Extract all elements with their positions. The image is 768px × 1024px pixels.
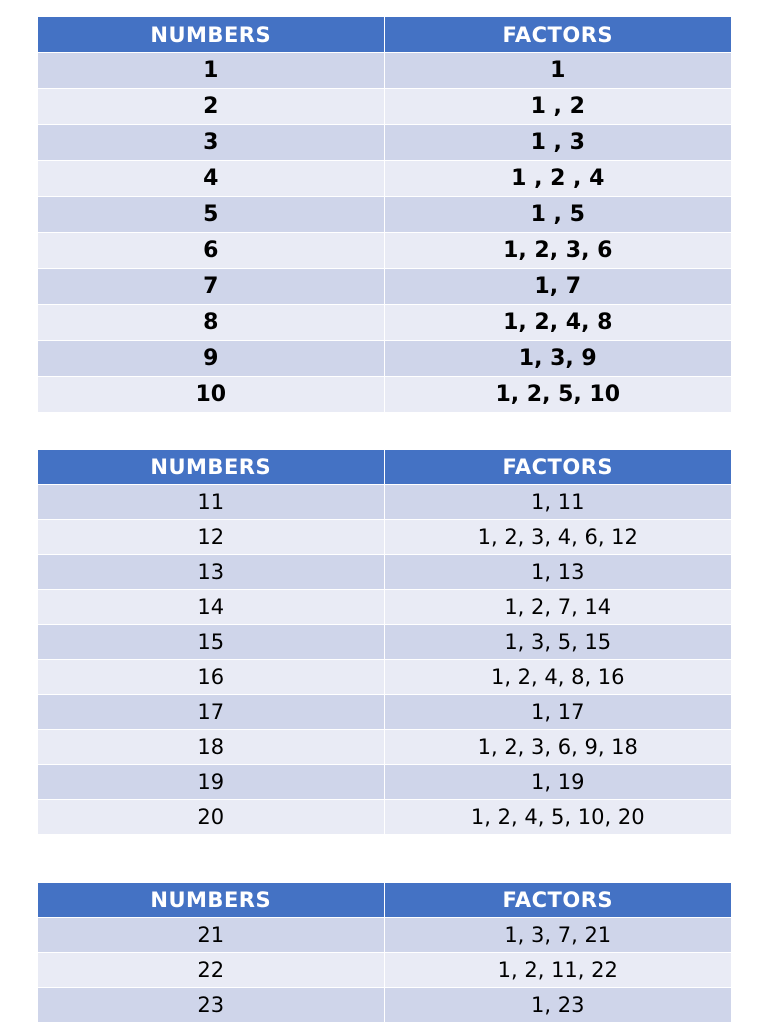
numbers-column-header: NUMBERS (38, 17, 384, 53)
table-row (38, 125, 731, 161)
factors-cell: 1 , 3 (384, 125, 731, 161)
factors-cell: 1, 2, 7, 14 (384, 590, 731, 625)
factors-cell: 1, 2, 3, 6 (384, 233, 731, 269)
number-cell: 20 (38, 800, 384, 835)
factors-cell: 1 (384, 53, 731, 89)
factors-cell: 1, 3, 7, 21 (384, 918, 731, 953)
table-header-row (38, 883, 731, 918)
factors-cell: 1, 13 (384, 555, 731, 590)
factors-cell: 1, 2, 3, 6, 9, 18 (384, 730, 731, 765)
table-row (38, 918, 731, 953)
table-row (38, 800, 731, 835)
number-cell: 4 (38, 161, 384, 197)
factors-table-1 (38, 17, 731, 412)
table-row (38, 161, 731, 197)
table-row (38, 660, 731, 695)
number-cell: 18 (38, 730, 384, 765)
factors-cell: 1, 11 (384, 485, 731, 520)
number-cell: 3 (38, 125, 384, 161)
number-cell: 5 (38, 197, 384, 233)
factors-cell: 1, 3, 5, 15 (384, 625, 731, 660)
number-cell: 15 (38, 625, 384, 660)
factors-cell: 1 , 2 , 4 (384, 161, 731, 197)
factors-table-2 (38, 450, 731, 834)
number-cell: 11 (38, 485, 384, 520)
number-cell: 23 (38, 988, 384, 1023)
number-cell: 2 (38, 89, 384, 125)
factors-column-header: FACTORS (384, 883, 731, 918)
table-row (38, 377, 731, 413)
factors-cell: 1, 17 (384, 695, 731, 730)
table-row (38, 305, 731, 341)
factors-cell: 1, 2, 5, 10 (384, 377, 731, 413)
number-cell: 7 (38, 269, 384, 305)
number-cell: 12 (38, 520, 384, 555)
table-row (38, 89, 731, 125)
table-row (38, 269, 731, 305)
factors-cell: 1, 2, 11, 22 (384, 953, 731, 988)
table-row (38, 590, 731, 625)
table-row (38, 765, 731, 800)
number-cell: 1 (38, 53, 384, 89)
number-cell: 10 (38, 377, 384, 413)
table-row (38, 197, 731, 233)
table-row (38, 555, 731, 590)
numbers-column-header: NUMBERS (38, 883, 384, 918)
table-row (38, 53, 731, 89)
factors-cell: 1, 19 (384, 765, 731, 800)
table-row (38, 988, 731, 1023)
table-row (38, 520, 731, 555)
table-row (38, 341, 731, 377)
number-cell: 19 (38, 765, 384, 800)
factors-column-header: FACTORS (384, 17, 731, 53)
number-cell: 17 (38, 695, 384, 730)
number-cell: 8 (38, 305, 384, 341)
factors-cell: 1 , 2 (384, 89, 731, 125)
table-header-row (38, 450, 731, 485)
factors-cell: 1, 2, 4, 8, 16 (384, 660, 731, 695)
table-row (38, 953, 731, 988)
numbers-column-header: NUMBERS (38, 450, 384, 485)
factors-cell: 1, 7 (384, 269, 731, 305)
factors-cell: 1, 2, 3, 4, 6, 12 (384, 520, 731, 555)
number-cell: 9 (38, 341, 384, 377)
table-row (38, 625, 731, 660)
factors-table-3 (38, 883, 731, 1022)
number-cell: 16 (38, 660, 384, 695)
factors-cell: 1, 23 (384, 988, 731, 1023)
table-row (38, 695, 731, 730)
number-cell: 22 (38, 953, 384, 988)
table-header-row (38, 17, 731, 53)
number-cell: 14 (38, 590, 384, 625)
factors-cell: 1, 2, 4, 8 (384, 305, 731, 341)
factors-cell: 1 , 5 (384, 197, 731, 233)
factors-column-header: FACTORS (384, 450, 731, 485)
number-cell: 6 (38, 233, 384, 269)
number-cell: 13 (38, 555, 384, 590)
table-row (38, 485, 731, 520)
factors-cell: 1, 2, 4, 5, 10, 20 (384, 800, 731, 835)
factors-cell: 1, 3, 9 (384, 341, 731, 377)
table-row (38, 233, 731, 269)
table-row (38, 730, 731, 765)
number-cell: 21 (38, 918, 384, 953)
